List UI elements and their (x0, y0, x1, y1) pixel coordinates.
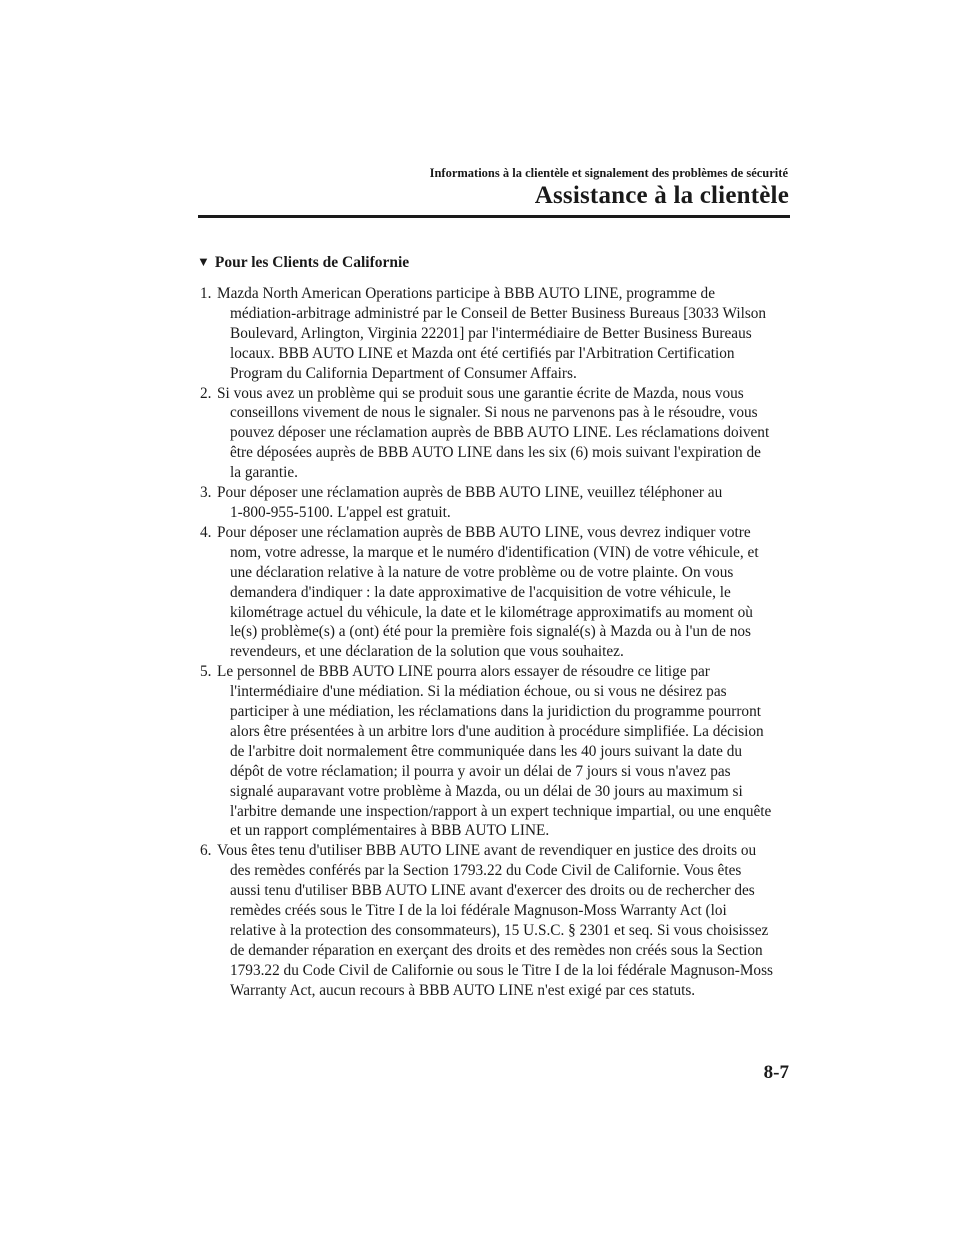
list-item (200, 523, 792, 662)
list-item (200, 284, 792, 384)
list-item-line: Mazda North American Operations participe à BBB AUTO LINE, programme de (217, 285, 715, 302)
list-item-line: pouvez déposer une réclamation auprès de BBB AUTO LINE. Les réclamations doivent (230, 424, 770, 442)
list-item-line: alors être présentées à un arbitre lors d'une audition à procédure simplifiée. La décision (230, 722, 764, 740)
list-item-line: médiation-arbitrage administré par le Conseil de Better Business Bureaus [3033 Wilson (230, 304, 767, 322)
list-item-number: 6. (200, 842, 212, 860)
list-item-number: 1. (200, 285, 212, 302)
list-item-line: conseillons vivement de nous le signaler. Si nous ne parvenons pas à le résoudre, vous (230, 404, 758, 422)
list-item-line: et un rapport complémentaires à BBB AUTO LINE. (230, 822, 550, 840)
list-item-line: des remèdes conférés par la Section 1793.22 du Code Civil de Californie. Vous êtes (230, 862, 742, 880)
list-item-line: revendeurs, et une déclaration de la solution que vous souhaitez. (230, 643, 624, 661)
list-item (200, 384, 792, 484)
list-item-number: 4. (200, 523, 212, 541)
list-item-line: locaux. BBB AUTO LINE et Mazda ont été certifiés par l'Arbitration Certification (230, 344, 735, 362)
list-item-line: aussi tenu d'utiliser BBB AUTO LINE avant d'exercer des droits ou de rechercher des (230, 882, 755, 900)
list-item-line: de l'arbitre doit normalement être communiquée dans les 40 jours suivant la date du (230, 742, 743, 760)
list-item-line: Warranty Act, aucun recours à BBB AUTO LINE n'est exigé par ces statuts. (230, 981, 696, 999)
numbered-list (200, 284, 792, 1001)
list-item-number: 3. (200, 484, 212, 502)
page-number: 8-7 (763, 1062, 789, 1083)
list-item-line: Pour déposer une réclamation auprès de BBB AUTO LINE, vous devrez indiquer votre (217, 523, 751, 541)
list-item-line: relative à la protection des consommateurs), 15 U.S.C. § 2301 et seq. Si vous choisissez (230, 922, 769, 939)
triangle-down-icon: ▼ (197, 254, 210, 269)
header-divider (198, 215, 790, 218)
list-item-line: Program du California Department of Consumer Affairs. (230, 364, 577, 382)
list-item-line: 1793.22 du Code Civil de Californie ou sous le Titre I de la loi fédérale Magnuson-Moss (230, 961, 773, 979)
header-subtitle: Informations à la clientèle et signalement des problèmes de sécurité (429, 166, 788, 180)
section-heading-text: Pour les Clients de Californie (214, 254, 410, 271)
list-item-line: participer à une médiation, les réclamations dans la juridiction du programme pourront (230, 703, 761, 721)
list-item-line: 1-800-955-5100. L'appel est gratuit. (230, 503, 451, 521)
list-item-line: Vous êtes tenu d'utiliser BBB AUTO LINE avant de revendiquer en justice des droits ou (217, 842, 757, 860)
list-item-line: dépôt de votre réclamation; il pourra y avoir un délai de 7 jours si vous n'avez pas (230, 762, 731, 780)
list-item-line: le(s) problème(s) a (ont) été pour la première fois signalé(s) à Mazda ou à l'un de nos (230, 623, 751, 641)
list-item-line: Boulevard, Arlington, Virginia 22201] par l'intermédiaire de Better Business Bureaus (230, 324, 752, 342)
list-item-line: l'arbitre demande une inspection/rapport à un expert technique impartial, ou une enquête (230, 802, 772, 820)
list-item-line: nom, votre adresse, la marque et le numéro d'identification (VIN) de votre véhicule, et (230, 543, 759, 561)
list-item-line: l'intermédiaire d'une médiation. Si la médiation échoue, ou si vous ne désirez pas (230, 683, 727, 701)
list-item (200, 841, 792, 1000)
list-item-line: Le personnel de BBB AUTO LINE pourra alors essayer de résoudre ce litige par (217, 663, 710, 681)
list-item-line: Pour déposer une réclamation auprès de BBB AUTO LINE, veuillez téléphoner au (217, 484, 723, 502)
list-item (200, 483, 792, 523)
list-item-line: demandera d'indiquer : la date approximative de l'acquisition de votre véhicule, le (230, 583, 731, 601)
list-item-line: kilométrage actuel du véhicule, la date et le kilométrage approximatifs au moment où (230, 603, 753, 621)
section-heading (197, 254, 409, 272)
list-item-line: signalé auparavant votre problème à Mazda, ou un délai de 30 jours au maximum si (230, 782, 743, 800)
page-title: Assistance à la clientèle (534, 182, 789, 209)
list-item (200, 662, 792, 841)
list-item-number: 5. (200, 663, 212, 681)
list-item-line: remèdes créés sous le Titre I de la loi fédérale Magnuson-Moss Warranty Act (loi (230, 902, 727, 920)
list-item-line: de demander réparation en exerçant des droits et des remèdes non créés sous la Section (230, 941, 763, 959)
list-item-line: être déposées auprès de BBB AUTO LINE dans les six (6) mois suivant l'expiration de (230, 444, 761, 462)
list-item-number: 2. (200, 384, 212, 402)
list-item-line: la garantie. (230, 464, 298, 482)
list-item-line: Si vous avez un problème qui se produit sous une garantie écrite de Mazda, nous vous (217, 384, 744, 402)
list-item-line: une déclaration relative à la nature de votre problème ou de votre plainte. On vous (230, 563, 734, 581)
